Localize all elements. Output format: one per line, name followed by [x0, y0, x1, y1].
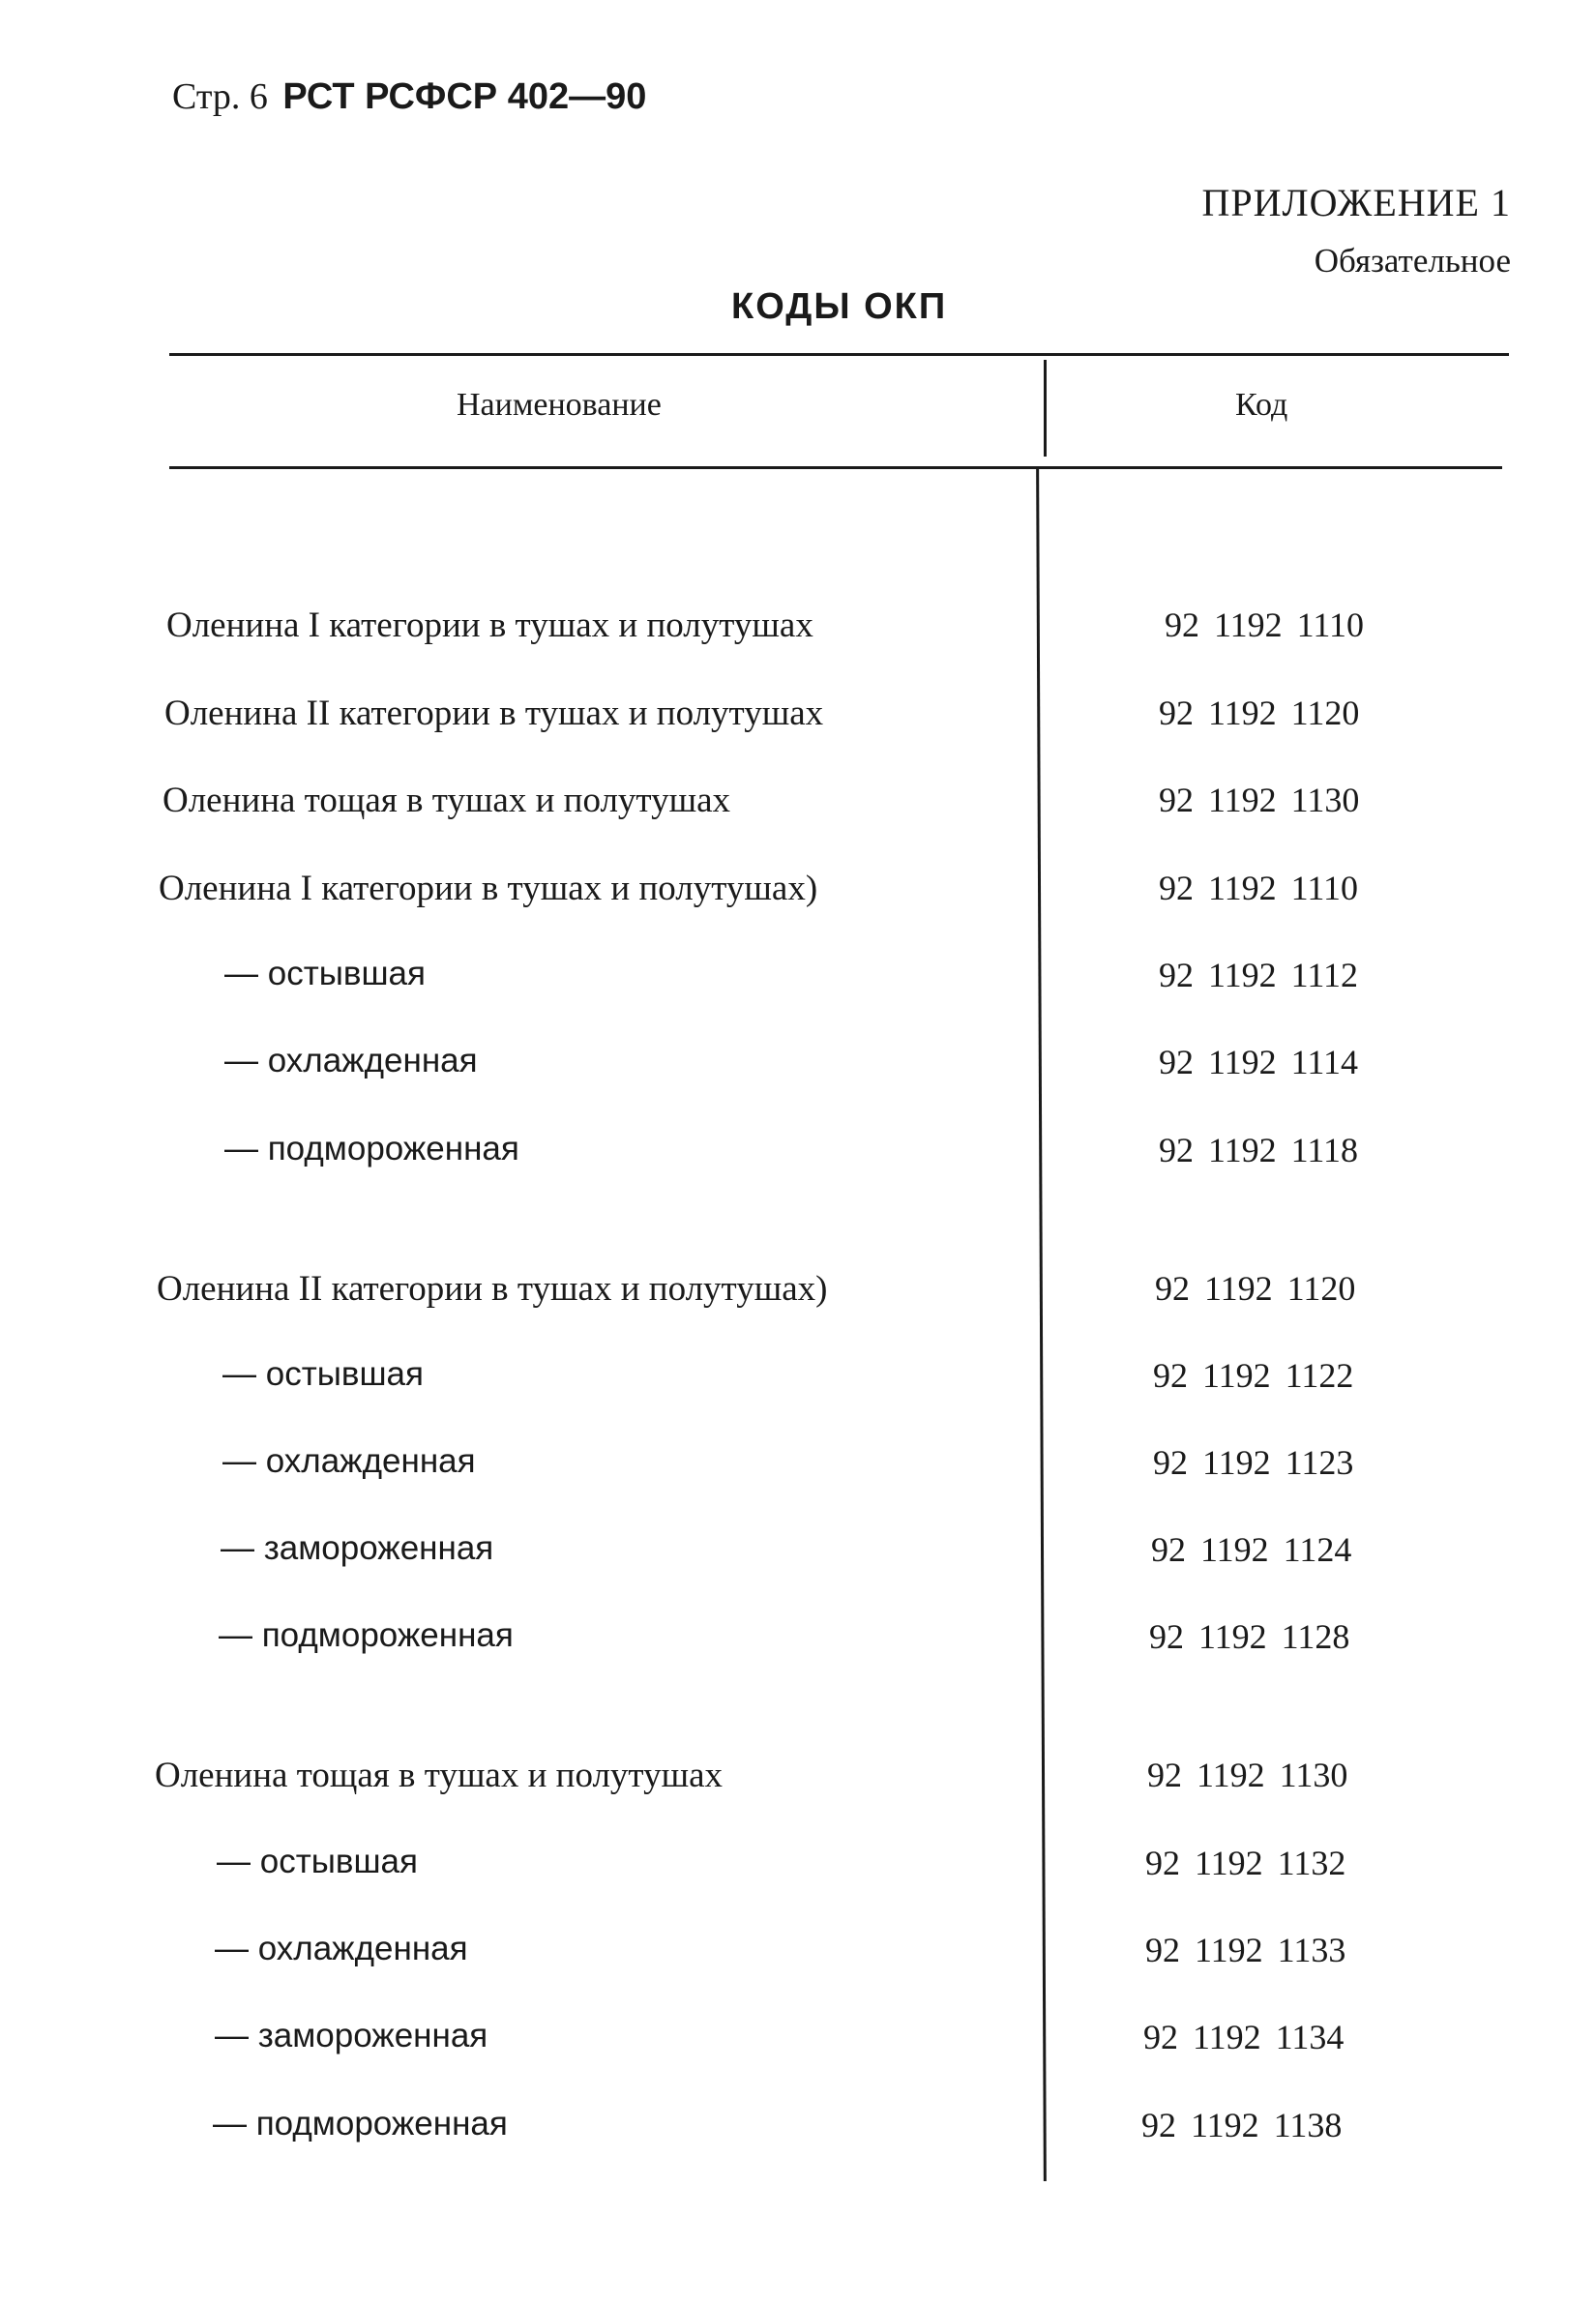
table-row-name: — подмороженная [219, 1616, 514, 1654]
column-divider-header [1044, 360, 1047, 457]
table-row-name: Оленина тощая в тушах и полутушах [155, 1756, 724, 1795]
column-header-code: Код [1235, 387, 1288, 423]
standard-number: РСТ РСФСР 402—90 [282, 76, 647, 117]
table-row-code: 92 1192 1123 [1153, 1443, 1354, 1482]
table-title: КОДЫ ОКП [731, 286, 948, 327]
table-row-code: 92 1192 1110 [1165, 606, 1364, 644]
table-row-code: 92 1192 1130 [1159, 781, 1360, 819]
table-row-name: — замороженная [215, 2017, 488, 2054]
table-row-code: 92 1192 1114 [1159, 1043, 1358, 1081]
table-row-name: — подмороженная [213, 2105, 508, 2142]
table-row-name: — охлажденная [222, 1442, 476, 1480]
page-header [172, 75, 646, 118]
appendix-label: ПРИЛОЖЕНИЕ 1 [1201, 181, 1511, 224]
table-row-name: Оленина I категории в тушах и полутушах [166, 606, 813, 645]
table-row-name: Оленина I категории в тушах и полутушах) [159, 869, 818, 908]
table-header-rule [169, 466, 1502, 469]
column-divider-body [1036, 469, 1047, 2181]
table-row-code: 92 1192 1124 [1151, 1530, 1352, 1569]
table-row-name: — остывшая [222, 1355, 424, 1393]
table-row-code: 92 1192 1134 [1143, 2018, 1345, 2056]
table-row-name: — остывшая [224, 955, 426, 992]
table-row-code: 92 1192 1130 [1147, 1756, 1348, 1794]
table-row-name: Оленина II категории в тушах и полутушах) [157, 1269, 828, 1309]
appendix-status: Обязательное [1314, 242, 1511, 280]
table-row-code: 92 1192 1110 [1159, 869, 1358, 907]
table-row-name: — замороженная [221, 1529, 494, 1567]
table-top-rule [169, 353, 1509, 356]
table-row-name: Оленина тощая в тушах и полутушах [163, 781, 731, 820]
table-row-code: 92 1192 1128 [1149, 1617, 1350, 1656]
table-row-code: 92 1192 1122 [1153, 1356, 1354, 1395]
page-number: Стр. 6 [172, 76, 268, 117]
table-row-name: Оленина II категории в тушах и полутушах [164, 694, 824, 733]
table-row-name: — остывшая [217, 1843, 418, 1880]
table-row-code: 92 1192 1120 [1155, 1269, 1356, 1308]
table-row-code: 92 1192 1118 [1159, 1131, 1358, 1169]
table-row-code: 92 1192 1133 [1145, 1931, 1346, 1969]
table-row-code: 92 1192 1132 [1145, 1844, 1346, 1882]
column-header-name: Наименование [457, 387, 662, 423]
table-row-name: — охлажденная [215, 1930, 468, 1967]
table-row-name: — охлажденная [224, 1042, 478, 1079]
table-row-code: 92 1192 1138 [1141, 2106, 1343, 2144]
table-row-code: 92 1192 1112 [1159, 956, 1358, 994]
table-row-code: 92 1192 1120 [1159, 694, 1360, 732]
table-row-name: — подмороженная [224, 1130, 519, 1167]
